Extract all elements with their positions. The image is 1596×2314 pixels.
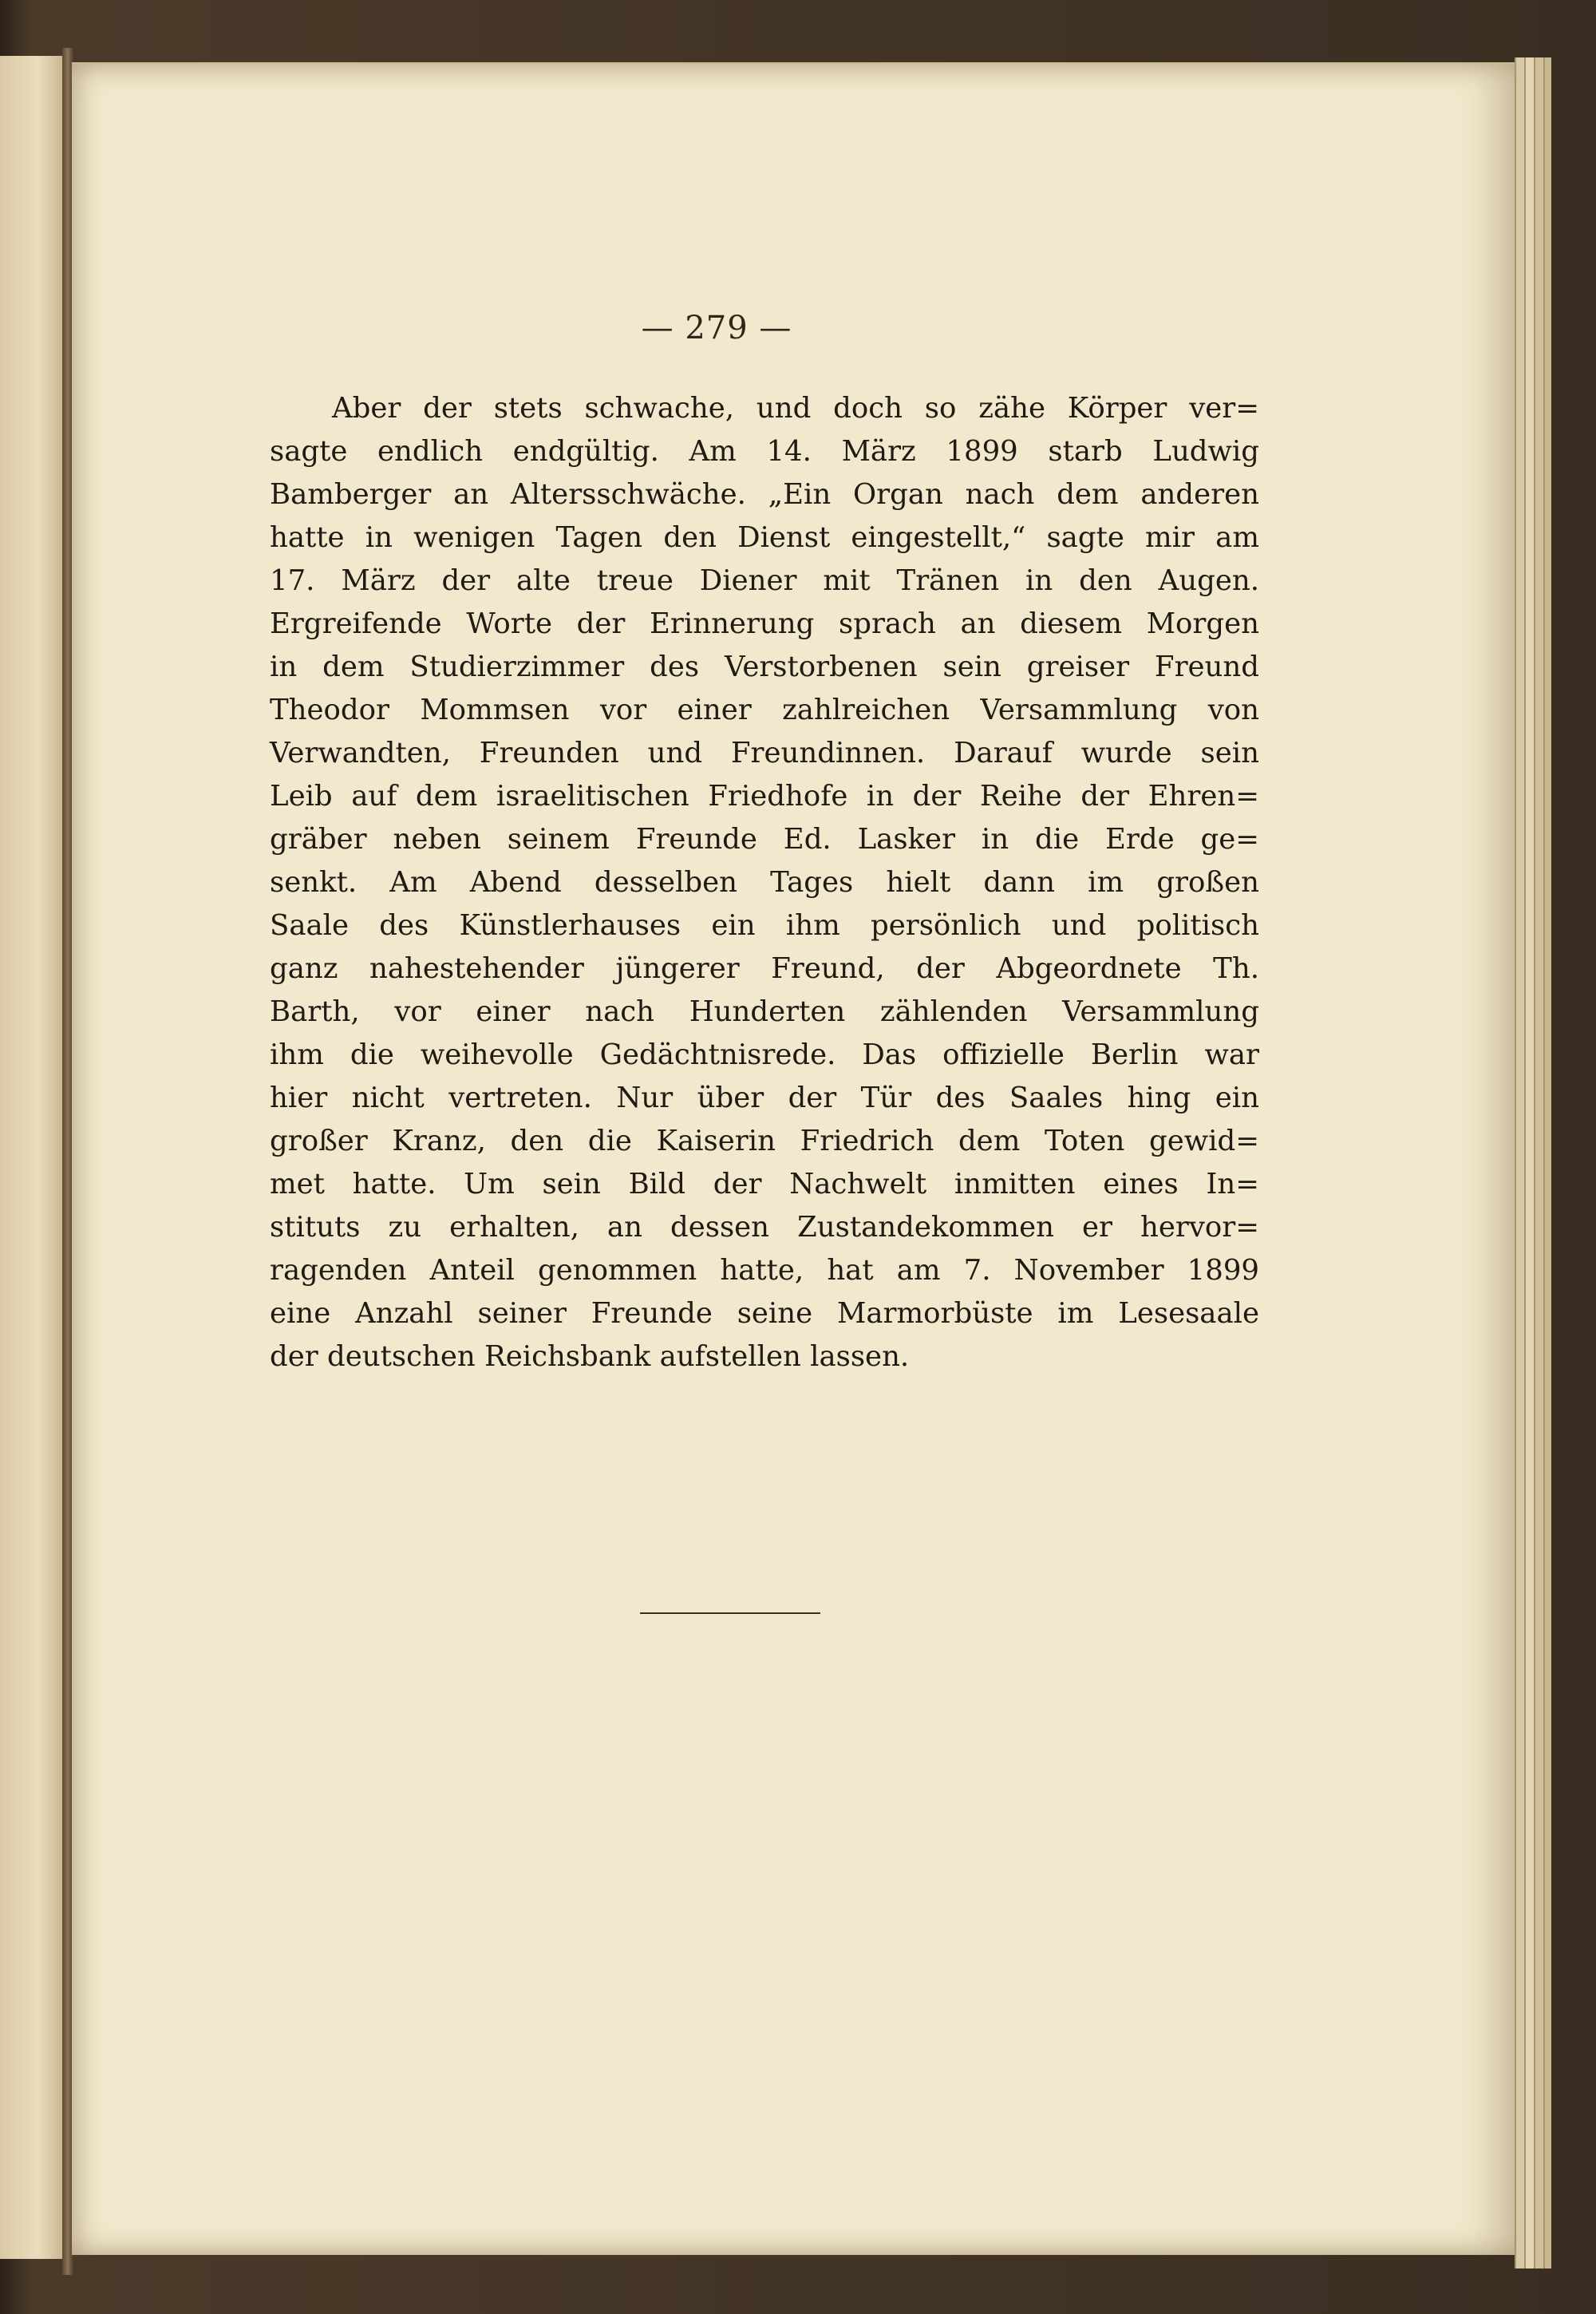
text-line: eine Anzahl seiner Freunde seine Marmorbüste im Lesesaale xyxy=(270,1297,1259,1330)
text-line: ragenden Anteil genommen hatte, hat am 7. November 1899 xyxy=(270,1254,1259,1287)
text-line: Leib auf dem israelitischen Friedhofe in der Reihe der Ehren= xyxy=(270,780,1259,813)
page-edge xyxy=(1515,57,1524,2269)
text-line: senkt. Am Abend desselben Tages hielt dann im großen xyxy=(270,866,1259,899)
text-line: 17. März der alte treue Diener mit Tränen in den Augen. xyxy=(270,564,1259,597)
text-line: hatte in wenigen Tagen den Dienst eingestellt,“ sagte mir am xyxy=(270,521,1259,554)
text-line: ganz nahestehender jüngerer Freund, der Abgeordnete Th. xyxy=(270,952,1259,985)
text-line: großer Kranz, den die Kaiserin Friedrich dem Toten gewid= xyxy=(270,1125,1259,1157)
body-paragraph xyxy=(270,387,1259,1379)
closing-rule xyxy=(640,1612,820,1614)
text-line: Theodor Mommsen vor einer zahlreichen Versammlung von xyxy=(270,694,1259,726)
text-line: Barth, vor einer nach Hunderten zählenden Versammlung xyxy=(270,995,1259,1028)
page-number: — 279 — xyxy=(641,310,792,346)
text-line: Ergreifende Worte der Erinnerung sprach an diesem Morgen xyxy=(270,607,1259,640)
page-edge xyxy=(1524,57,1534,2269)
page-edge xyxy=(1543,57,1551,2269)
left-facing-page xyxy=(0,56,65,2259)
text-line: sagte endlich endgültig. Am 14. März 1899 starb Ludwig xyxy=(270,435,1259,468)
text-line: Verwandten, Freunden und Freundinnen. Darauf wurde sein xyxy=(270,737,1259,769)
book-page xyxy=(72,62,1515,2255)
text-line: Aber der stets schwache, und doch so zähe Körper ver= xyxy=(332,392,1259,425)
text-line: stituts zu erhalten, an dessen Zustandekommen er hervor= xyxy=(270,1211,1259,1244)
text-line: Saale des Künstlerhauses ein ihm persönlich und politisch xyxy=(270,909,1259,942)
text-line: met hatte. Um sein Bild der Nachwelt inmitten eines In= xyxy=(270,1168,1259,1201)
text-line: hier nicht vertreten. Nur über der Tür des Saales hing ein xyxy=(270,1082,1259,1114)
text-line: der deutschen Reichsbank aufstellen lassen. xyxy=(270,1340,910,1373)
text-line: Bamberger an Altersschwäche. „Ein Organ nach dem anderen xyxy=(270,478,1259,511)
page-edge xyxy=(1534,57,1543,2269)
text-line: gräber neben seinem Freunde Ed. Lasker in die Erde ge= xyxy=(270,823,1259,856)
text-line: ihm die weihevolle Gedächtnisrede. Das offizielle Berlin war xyxy=(270,1038,1259,1071)
text-line: in dem Studierzimmer des Verstorbenen sein greiser Freund xyxy=(270,651,1259,683)
